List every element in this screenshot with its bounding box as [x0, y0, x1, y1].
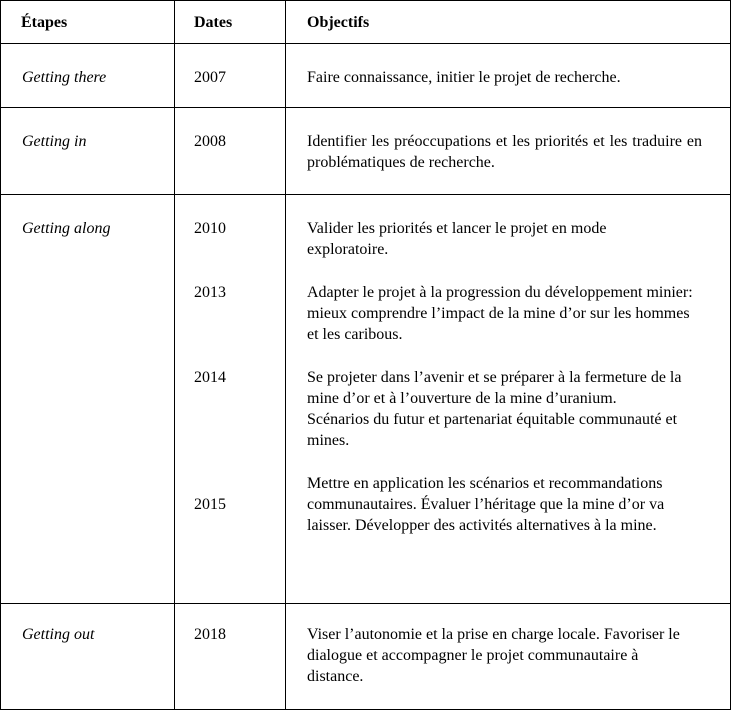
- objective-text: Identifier les préoccupations et les priorités et les traduire en problématiques de recherche.: [307, 133, 702, 171]
- table-row: [1, 108, 731, 195]
- date-value: 2013: [194, 284, 226, 301]
- date-value: 2018: [194, 626, 226, 643]
- stage-label: Getting in: [1, 108, 175, 195]
- date-value: 2015: [194, 496, 226, 513]
- header-dates: Dates: [175, 1, 286, 44]
- objective-cell: [286, 604, 731, 710]
- objective-text: Mettre en application les scénarios et recommandations communautaires. Évaluer l’héritage que la mine d’or va laisser. Développer des activités alternatives à la mine.: [307, 475, 665, 534]
- header-etapes: Étapes: [1, 1, 175, 44]
- objective-cell: [286, 108, 731, 195]
- objective-text: Valider les priorités et lancer le projet en mode exploratoire.: [307, 220, 607, 258]
- date-value: 2010: [194, 220, 226, 237]
- date-value: 2008: [194, 133, 226, 150]
- table-row: [1, 44, 731, 108]
- date-cell: [175, 44, 286, 108]
- objective-text: Scénarios du futur et partenariat équitable communauté et mines.: [307, 411, 678, 449]
- objective-text: Faire connaissance, initier le projet de recherche.: [307, 69, 621, 86]
- date-cell: [175, 108, 286, 195]
- date-value: 2014: [194, 369, 226, 386]
- table-row: [1, 195, 731, 604]
- objective-cell: [286, 195, 731, 604]
- date-value: 2007: [194, 69, 226, 86]
- objective-cell: [286, 44, 731, 108]
- header-objectifs: Objectifs: [286, 1, 731, 44]
- objective-text: Adapter le projet à la progression du développement minier: mieux comprendre l’impact de la mine d’or sur les hommes et les caribous.: [307, 284, 693, 343]
- stage-label: Getting along: [1, 195, 175, 604]
- date-cell: [175, 604, 286, 710]
- objective-text: Se projeter dans l’avenir et se préparer à la fermeture de la mine d’or et à l’ouverture de la mine d’uranium.: [307, 369, 682, 407]
- date-cell: [175, 195, 286, 604]
- table-row: [1, 604, 731, 710]
- stage-label: Getting there: [1, 44, 175, 108]
- objective-text: Viser l’autonomie et la prise en charge locale. Favoriser le dialogue et accompagner le projet communautaire à distance.: [307, 626, 680, 685]
- table-header-row: [1, 1, 731, 44]
- stage-label: Getting out: [1, 604, 175, 710]
